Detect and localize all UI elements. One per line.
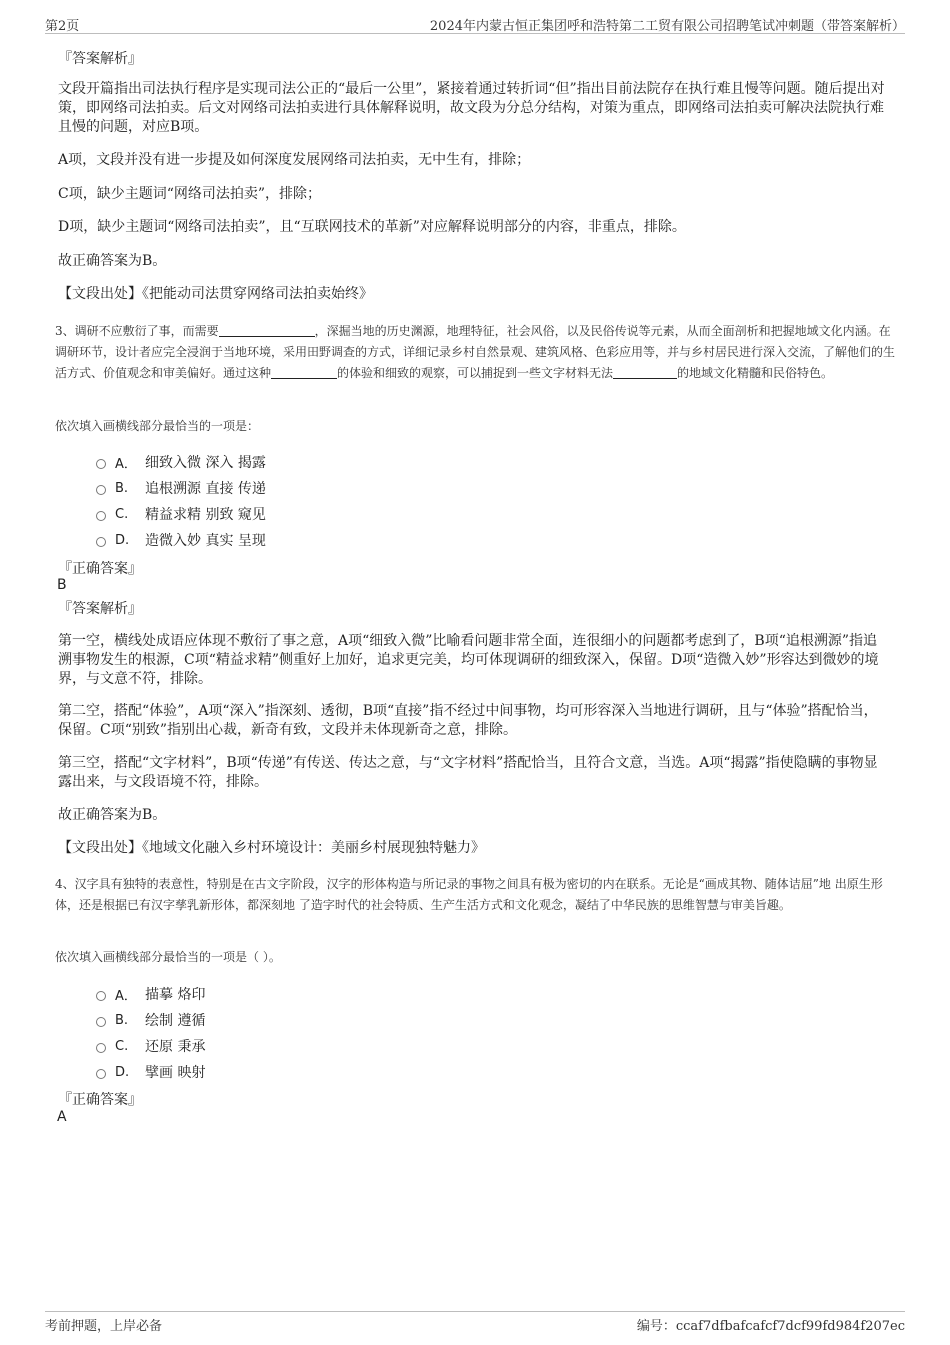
q3-blank-2: [271, 365, 337, 379]
page-header: [45, 12, 905, 34]
page-number: 第2页: [45, 19, 80, 34]
radio-icon[interactable]: [96, 485, 106, 495]
q3-analysis-paragraph-3: 第三空，搭配“文字材料”，B项“传递”有传送、传达之意，与“文字材料”搭配恰当，且符合文意，当选。A项“揭露”指使隐瞒的事物显露出来，与文段语境不符，排除。: [58, 755, 878, 790]
q3-option-c[interactable]: C. 精益求精 别致 窥见: [96, 504, 266, 524]
q4-option-b[interactable]: B. 绘制 遵循: [96, 1010, 205, 1030]
q4-answer-tag: 『正确答案』: [58, 1092, 142, 1108]
q3-answer: B: [57, 577, 67, 593]
radio-icon[interactable]: [96, 511, 106, 521]
footer-slogan: 考前押题，上岸必备: [45, 1319, 163, 1334]
q3-stem: 3、调研不应敷衍了事，而需要 ，深掘当地的历史渊源，地理特征，社会风俗，以及民俗传说等元素，从而全面剖析和把握地域文化内涵。在调研环节，设计者应完全浸润于当地环境，采用田野调查的方式，详细记录乡村自然景观、建筑风格、色彩应用等，并与乡村居民进行深入交流，了解他们的生活方式、价值观念和审美偏好。通过这种 的体验和细致的观察，可以捕捉到一些文字材料无法 的地域文化精髓和民俗特色。: [55, 324, 896, 380]
q4-prompt: 依次填入画横线部分最恰当的一项是（ ）。: [55, 950, 281, 964]
q4-stem: 4、汉字具有独特的表意性，特别是在古文字阶段，汉字的形体构造与所记录的事物之间具有极为密切的内在联系。无论是“画成其物、随体诘屈”地 出原生形体，还是根据已有汉字孳乳新形体，都深刻地 了造字时代的社会特质、生产生活方式和文化观念，凝结了中华民族的思维智慧与审美旨趣。: [55, 877, 883, 912]
q4-option-c[interactable]: C. 还原 秉承: [96, 1036, 205, 1056]
document-code: 编号：ccaf7dfbafcafcf7dcf99fd984f207ec: [636, 1319, 905, 1334]
radio-icon[interactable]: [96, 537, 106, 547]
q3-blank-1: [219, 323, 315, 337]
radio-icon[interactable]: [96, 991, 106, 1001]
radio-icon[interactable]: [96, 1043, 106, 1053]
radio-icon[interactable]: [96, 1017, 106, 1027]
q3-analysis-conclusion: 故正确答案为B。: [58, 807, 167, 823]
q4-option-d[interactable]: D. 擘画 映射: [96, 1062, 205, 1082]
q2-analysis-paragraph-4: D项，缺少主题词“网络司法拍卖”，且“互联网技术的革新”对应解释说明部分的内容，非重点，排除。: [58, 219, 686, 235]
q3-option-b[interactable]: B. 追根溯源 直接 传递: [96, 478, 266, 498]
document-title: 2024年内蒙古恒正集团呼和浩特第二工贸有限公司招聘笔试冲刺题（带答案解析）: [429, 19, 905, 34]
q3-source: 【文段出处】《地域文化融入乡村环境设计：美丽乡村展现独特魅力》: [58, 840, 485, 856]
q4-option-a[interactable]: A． 描摹 烙印: [96, 984, 205, 1004]
q3-answer-tag: 『正确答案』: [58, 561, 142, 577]
q4-answer: A: [57, 1109, 67, 1125]
q2-analysis-paragraph-2: A项，文段并没有进一步提及如何深度发展网络司法拍卖，无中生有，排除；: [58, 152, 531, 168]
q2-analysis-paragraph-3: C项，缺少主题词“网络司法拍卖”，排除；: [58, 186, 322, 202]
page-footer: [45, 1311, 905, 1339]
radio-icon[interactable]: [96, 1069, 106, 1079]
q3-analysis-paragraph-1: 第一空，横线处成语应体现不敷衍了事之意，A项“细致入微”比喻看问题非常全面，连很细小的问题都考虑到了，B项“追根溯源”指追溯事物发生的根源，C项“精益求精”侧重好上加好，追求更完美，均可体现调研的细致深入，保留。D项“造微入妙”形容达到微妙的境界，与文意不符，排除。: [58, 633, 879, 687]
q2-source: 【文段出处】《把能动司法贯穿网络司法拍卖始终》: [58, 286, 373, 302]
q2-analysis-tag: 『答案解析』: [58, 51, 142, 67]
q3-prompt: 依次填入画横线部分最恰当的一项是：: [55, 419, 260, 433]
q2-analysis-conclusion: 故正确答案为B。: [58, 253, 167, 269]
q3-option-a[interactable]: A． 细致入微 深入 揭露: [96, 452, 266, 472]
q3-analysis-tag: 『答案解析』: [58, 601, 142, 617]
radio-icon[interactable]: [96, 459, 106, 469]
q3-blank-3: [613, 365, 677, 379]
q2-analysis-paragraph-1: 文段开篇指出司法执行程序是实现司法公正的“最后一公里”，紧接着通过转折词“但”指出目前法院存在执行难且慢等问题。随后提出对策，即网络司法拍卖。后文对网络司法拍卖进行具体解释说明，故文段为分总分结构，对策为重点，即网络司法拍卖可解决法院执行难且慢的问题，对应B项。: [58, 81, 885, 135]
q3-analysis-paragraph-2: 第二空，搭配“体验”，A项“深入”指深刻、透彻，B项“直接”指不经过中间事物，均可形容深入当地进行调研，且与“体验”搭配恰当，保留。C项“别致”指别出心裁，新奇有致，文段并未体现新奇之意，排除。: [58, 703, 878, 738]
q3-option-d[interactable]: D. 造微入妙 真实 呈现: [96, 530, 266, 550]
